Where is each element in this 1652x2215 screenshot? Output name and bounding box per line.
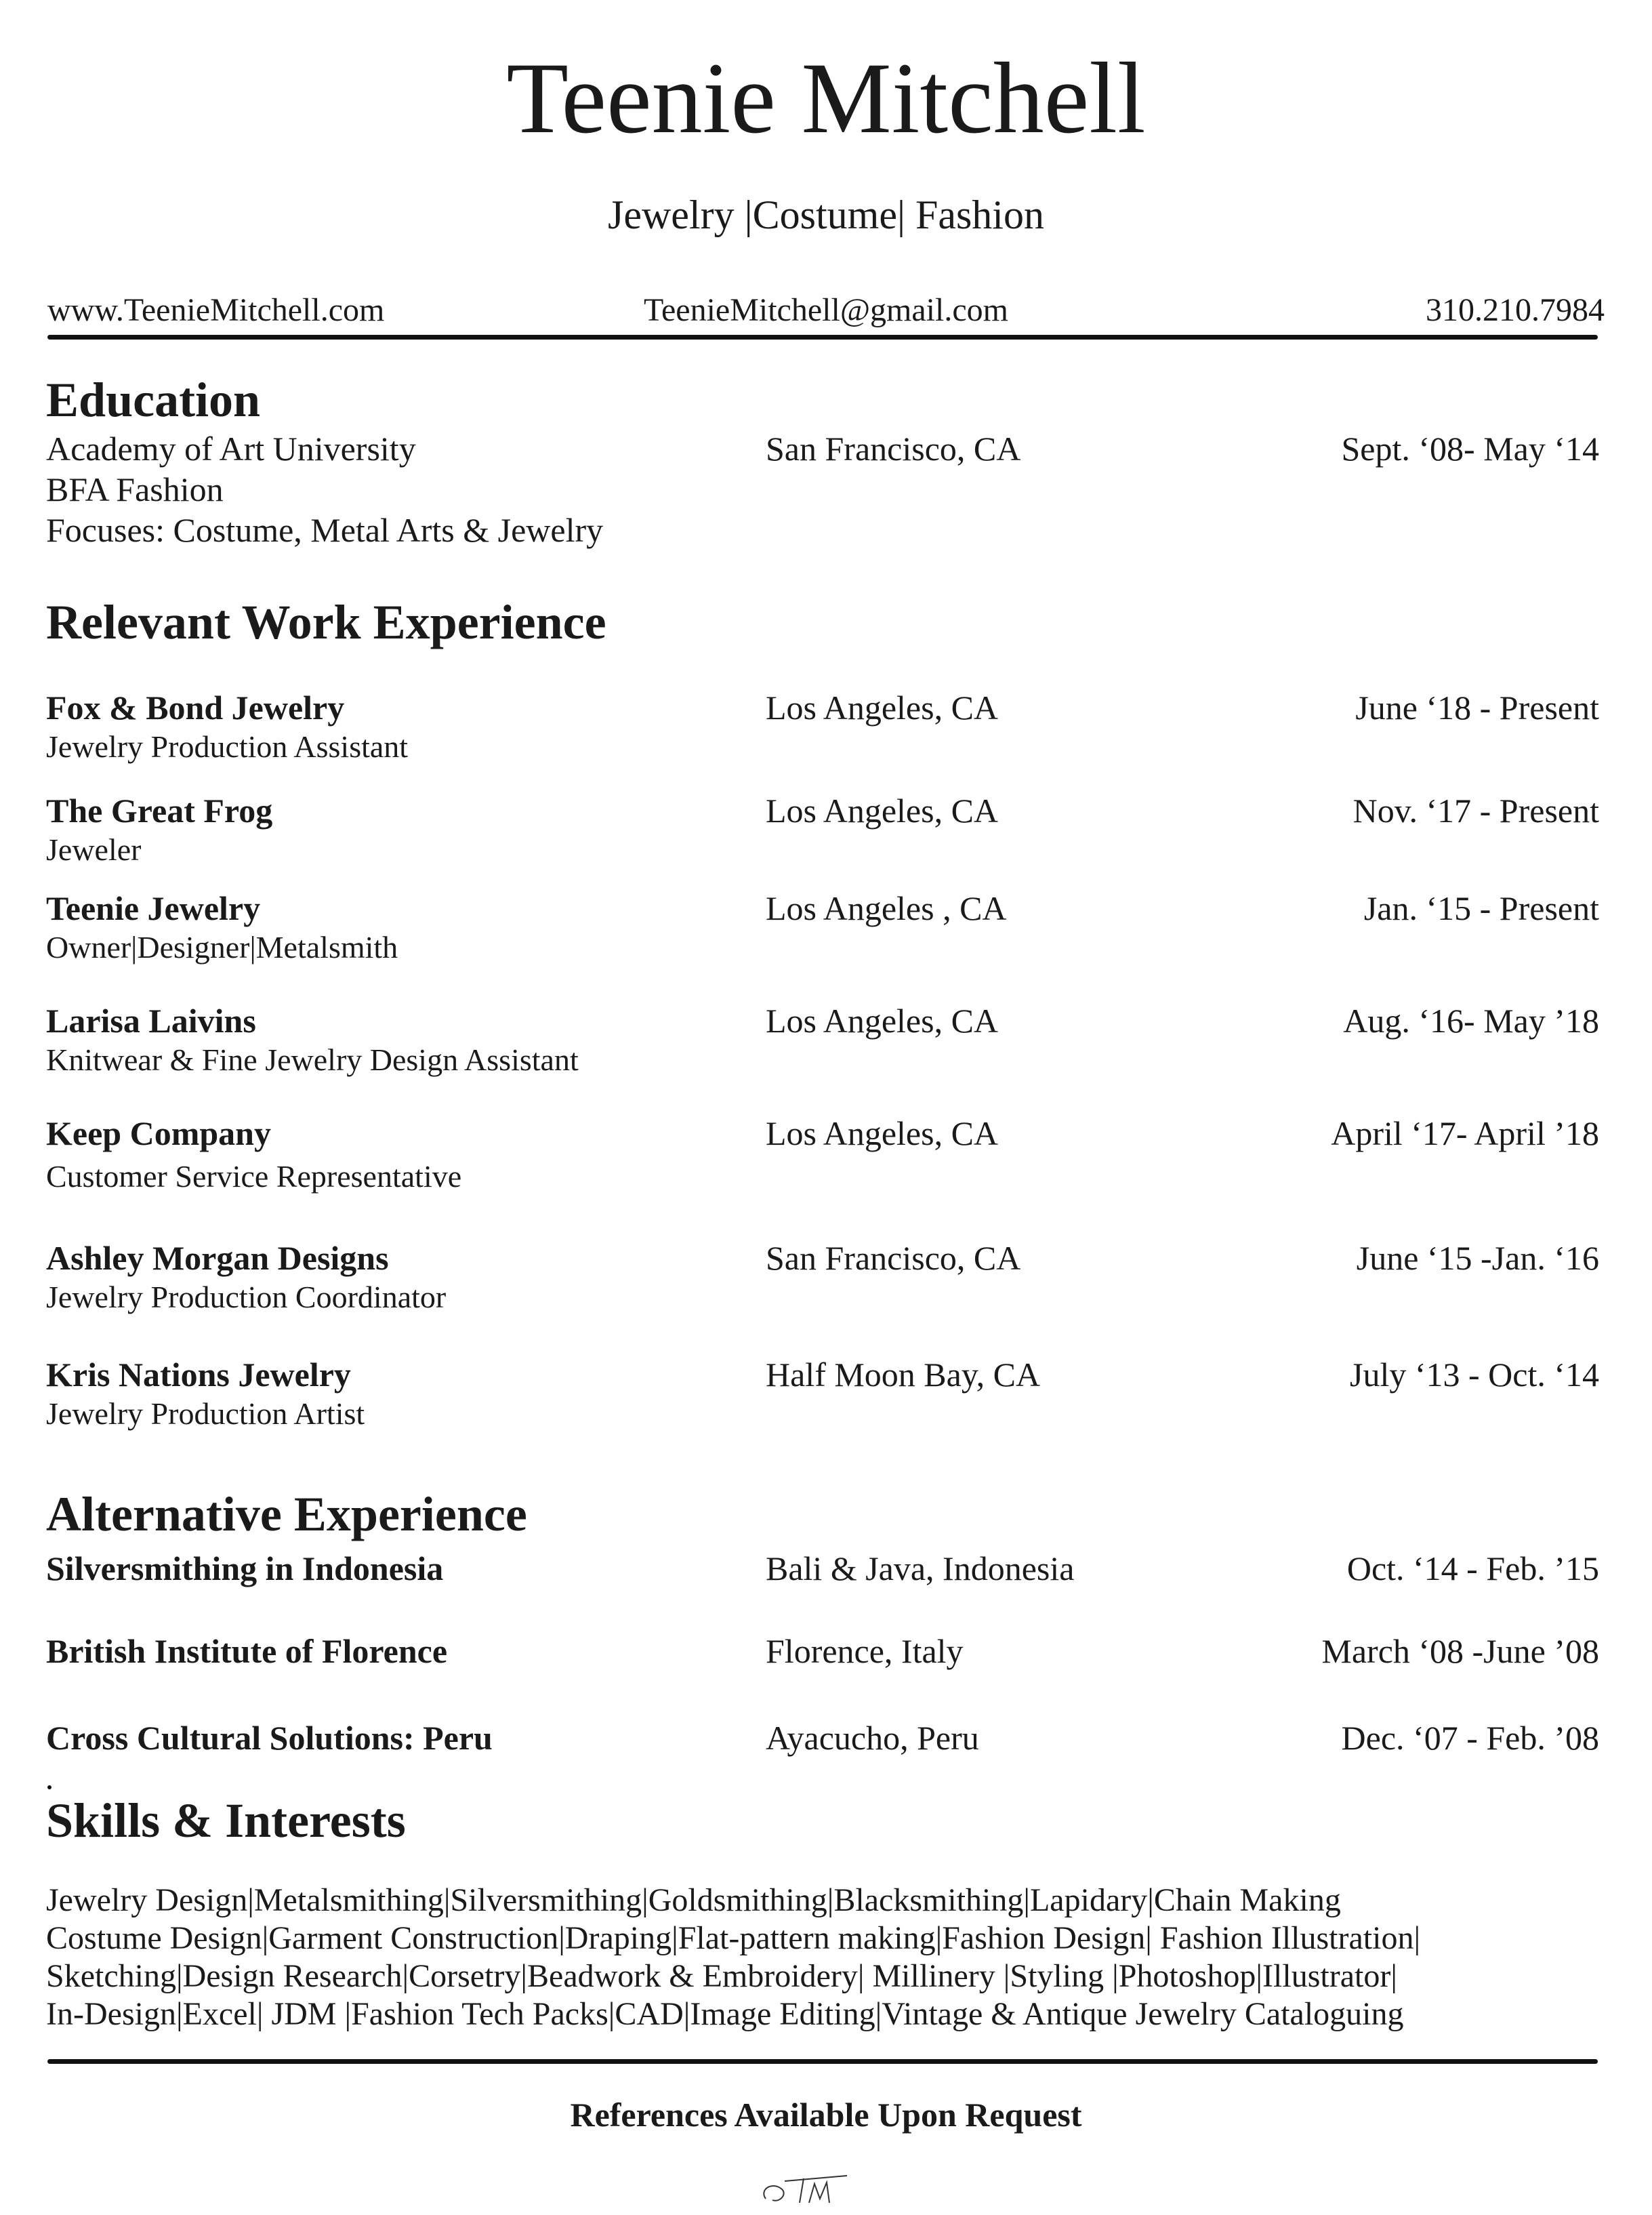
work-heading: Relevant Work Experience [46,595,606,649]
work-dates: Aug. ‘16- May ’18 [1343,1002,1599,1040]
education-school: Academy of Art University [46,430,416,468]
alternative-location: Ayacucho, Peru [766,1719,979,1757]
education-location: San Francisco, CA [766,430,1021,468]
work-dates: July ‘13 - Oct. ‘14 [1350,1356,1599,1394]
alternative-dates: March ‘08 -June ’08 [1321,1632,1599,1670]
email-link[interactable]: TeenieMitchell@gmail.com [643,292,1008,328]
alternative-name: British Institute of Florence [46,1632,448,1670]
alternative-dates: Dec. ‘07 - Feb. ’08 [1341,1719,1599,1757]
work-company: Larisa Laivins [46,1002,256,1040]
alternative-location: Bali & Java, Indonesia [766,1549,1075,1587]
education-dates: Sept. ‘08- May ‘14 [1341,430,1599,468]
alternative-heading: Alternative Experience [46,1487,527,1541]
alternative-name: Silversmithing in Indonesia [46,1549,444,1587]
work-location: Los Angeles, CA [766,1002,999,1040]
work-role: Knitwear & Fine Jewelry Design Assistant [46,1042,579,1077]
work-company: The Great Frog [46,792,273,830]
work-location: San Francisco, CA [766,1239,1021,1277]
work-role: Jewelry Production Artist [46,1396,365,1431]
work-location: Los Angeles , CA [766,889,1007,927]
phone-number: 310.210.7984 [1426,292,1605,328]
header-divider [47,335,1598,340]
alternative-name: Cross Cultural Solutions: Peru [46,1719,493,1757]
work-dates: Nov. ‘17 - Present [1352,792,1599,830]
work-company: Ashley Morgan Designs [46,1239,389,1277]
work-role: Jewelry Production Assistant [46,729,409,764]
resume-name: Teenie Mitchell [506,42,1146,155]
work-dates: June ‘18 - Present [1355,689,1599,727]
alternative-location: Florence, Italy [766,1632,964,1670]
work-role: Jeweler [46,832,142,867]
work-company: Teenie Jewelry [46,889,261,927]
education-heading: Education [46,373,261,427]
work-role: Jewelry Production Coordinator [46,1280,447,1314]
education-focuses: Focuses: Costume, Metal Arts & Jewelry [46,511,604,549]
work-role: Customer Service Representative [46,1159,462,1194]
work-dates: June ‘15 -Jan. ‘16 [1356,1239,1599,1277]
work-location: Los Angeles, CA [766,1114,999,1152]
resume-tagline: Jewelry |Costume| Fashion [608,192,1044,237]
skills-line: Sketching|Design Research|Corsetry|Beadwork & Embroidery| Millinery |Styling |Photoshop|Illustrator| [46,1958,1397,1994]
work-dates: April ‘17- April ’18 [1331,1114,1599,1152]
work-location: Half Moon Bay, CA [766,1356,1041,1394]
work-location: Los Angeles, CA [766,689,999,727]
skills-line: In-Design|Excel| JDM |Fashion Tech Packs|CAD|Image Editing|Vintage & Antique Jewelry Cataloguing [46,1996,1404,2032]
work-dates: Jan. ‘15 - Present [1363,889,1599,927]
work-role: Owner|Designer|Metalsmith [46,930,398,964]
website-link[interactable]: www.TeenieMitchell.com [47,292,385,328]
work-company: Keep Company [46,1114,271,1152]
skills-line: Jewelry Design|Metalsmithing|Silversmithing|Goldsmithing|Blacksmithing|Lapidary|Chain Making [46,1882,1341,1918]
alternative-dates: Oct. ‘14 - Feb. ’15 [1346,1549,1599,1587]
skills-line: Costume Design|Garment Construction|Draping|Flat-pattern making|Fashion Design| Fashion Illustration| [46,1920,1421,1956]
footer-divider [47,2059,1598,2064]
education-degree: BFA Fashion [46,470,224,508]
stray-dot [47,1785,51,1789]
work-location: Los Angeles, CA [766,792,999,830]
work-company: Fox & Bond Jewelry [46,689,345,727]
signature-mark [752,2169,901,2210]
references-note: References Available Upon Request [570,2096,1082,2134]
skills-heading: Skills & Interests [46,1793,406,1848]
skills-list [46,1882,1605,2033]
work-company: Kris Nations Jewelry [46,1356,351,1394]
